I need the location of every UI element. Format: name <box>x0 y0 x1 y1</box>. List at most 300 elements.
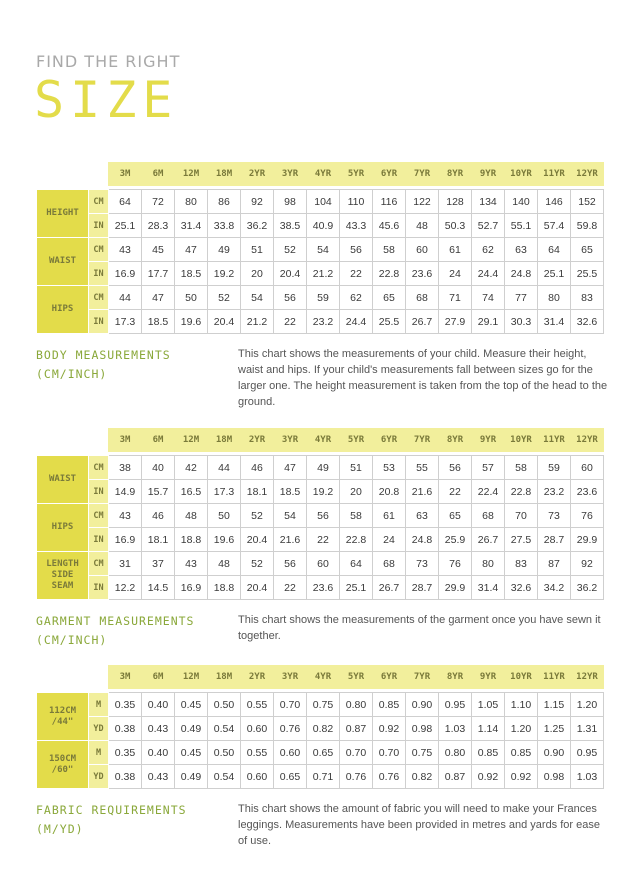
table-cell: 76 <box>439 552 472 576</box>
table-cell: 15.7 <box>142 480 175 504</box>
table-cell: 37 <box>142 552 175 576</box>
table-cell: 22 <box>274 310 307 334</box>
table-cell: 76 <box>571 504 604 528</box>
table-cell: 0.45 <box>175 741 208 765</box>
table-cell: 29.9 <box>439 576 472 600</box>
table-cell: 23.6 <box>571 480 604 504</box>
table-cell: 134 <box>472 190 505 214</box>
table-cell: 54 <box>274 504 307 528</box>
table-cell: 0.38 <box>109 717 142 741</box>
size-header-cell: 8YR <box>439 429 472 452</box>
unit-label: IN <box>89 576 109 600</box>
table-cell: 0.40 <box>142 693 175 717</box>
table-cell: 0.87 <box>340 717 373 741</box>
unit-label: CM <box>89 456 109 480</box>
table-cell: 56 <box>439 456 472 480</box>
table-cell: 20.8 <box>373 480 406 504</box>
table-cell: 31 <box>109 552 142 576</box>
table-cell: 92 <box>571 552 604 576</box>
table-cell: 0.85 <box>373 693 406 717</box>
table-cell: 0.98 <box>406 717 439 741</box>
table-row <box>37 262 604 286</box>
row-group-label-line: WAIST <box>48 474 77 484</box>
table-cell: 30.3 <box>505 310 538 334</box>
table-cell: 22 <box>307 528 340 552</box>
table-cell: 60 <box>406 238 439 262</box>
size-header-cell: 6M <box>142 163 175 186</box>
size-table <box>36 665 604 789</box>
row-group-label <box>37 286 89 334</box>
size-table <box>36 162 604 334</box>
table-cell: 58 <box>340 504 373 528</box>
unit-label: CM <box>89 238 109 262</box>
table-cell: 1.15 <box>538 693 571 717</box>
table-cell: 110 <box>340 190 373 214</box>
size-header-cell: 12YR <box>571 429 604 452</box>
table-row <box>37 504 604 528</box>
table-cell: 0.55 <box>241 741 274 765</box>
size-header-cell: 10YR <box>505 429 538 452</box>
table-cell: 26.7 <box>472 528 505 552</box>
table-row <box>37 238 604 262</box>
table-cell: 0.40 <box>142 741 175 765</box>
table-cell: 0.54 <box>208 765 241 789</box>
table-cell: 18.8 <box>175 528 208 552</box>
table-cell: 51 <box>241 238 274 262</box>
table-cell: 71 <box>439 286 472 310</box>
table-cell: 0.49 <box>175 765 208 789</box>
page-title: SIZE <box>34 71 179 129</box>
table-cell: 14.5 <box>142 576 175 600</box>
table-cell: 60 <box>571 456 604 480</box>
table-cell: 0.70 <box>373 741 406 765</box>
table-cell: 0.35 <box>109 741 142 765</box>
table-cell: 18.5 <box>274 480 307 504</box>
caption-line: (M/YD) <box>36 822 84 836</box>
table-cell: 54 <box>307 238 340 262</box>
table-cell: 152 <box>571 190 604 214</box>
table-cell: 31.4 <box>175 214 208 238</box>
table-row <box>37 741 604 765</box>
table-cell: 31.4 <box>472 576 505 600</box>
table-cell: 25.5 <box>373 310 406 334</box>
row-group-label-line: 150CM <box>48 753 77 764</box>
table-cell: 0.35 <box>109 693 142 717</box>
table-cell: 55.1 <box>505 214 538 238</box>
table-cell: 61 <box>373 504 406 528</box>
table-cell: 20 <box>241 262 274 286</box>
table-cell: 21.6 <box>406 480 439 504</box>
table-cell: 24 <box>439 262 472 286</box>
unit-label: CM <box>89 552 109 576</box>
table-caption <box>36 346 171 384</box>
size-header-cell: 12YR <box>571 163 604 186</box>
size-header-cell: 2YR <box>241 163 274 186</box>
table-cell: 0.92 <box>472 765 505 789</box>
table-cell: 45 <box>142 238 175 262</box>
table-cell: 28.7 <box>406 576 439 600</box>
table-cell: 44 <box>109 286 142 310</box>
table-cell: 43 <box>109 238 142 262</box>
row-group-label-line: LENGTH <box>46 559 79 569</box>
table-cell: 122 <box>406 190 439 214</box>
table-cell: 0.75 <box>406 741 439 765</box>
table-cell: 47 <box>274 456 307 480</box>
table-cell: 25.5 <box>571 262 604 286</box>
table-cell: 0.50 <box>208 693 241 717</box>
size-header-row <box>37 163 604 186</box>
size-header-cell: 6YR <box>373 163 406 186</box>
unit-label: IN <box>89 480 109 504</box>
size-header-cell: 8YR <box>439 666 472 689</box>
table-cell: 17.3 <box>208 480 241 504</box>
table-cell: 18.1 <box>241 480 274 504</box>
table-cell: 52 <box>274 238 307 262</box>
table-cell: 64 <box>109 190 142 214</box>
size-header-cell: 7YR <box>406 666 439 689</box>
row-group-label-line: HIPS <box>51 304 74 314</box>
table-cell: 0.45 <box>175 693 208 717</box>
size-header-cell: 18M <box>208 163 241 186</box>
table-caption <box>36 801 187 839</box>
table-cell: 0.82 <box>307 717 340 741</box>
table-cell: 38.5 <box>274 214 307 238</box>
size-header-cell: 5YR <box>340 666 373 689</box>
table-cell: 0.38 <box>109 765 142 789</box>
table-cell: 0.85 <box>505 741 538 765</box>
table-cell: 45.6 <box>373 214 406 238</box>
row-group-label <box>37 504 89 552</box>
table-cell: 72 <box>142 190 175 214</box>
table-cell: 64 <box>340 552 373 576</box>
table-cell: 65 <box>373 286 406 310</box>
table-cell: 1.31 <box>571 717 604 741</box>
table-cell: 0.50 <box>208 741 241 765</box>
table-cell: 0.55 <box>241 693 274 717</box>
table-cell: 0.95 <box>571 741 604 765</box>
table-cell: 27.5 <box>505 528 538 552</box>
size-header-cell: 5YR <box>340 429 373 452</box>
table-cell: 36.2 <box>241 214 274 238</box>
table-cell: 52 <box>241 552 274 576</box>
unit-label: YD <box>89 765 109 789</box>
size-header-cell: 2YR <box>241 666 274 689</box>
table-cell: 12.2 <box>109 576 142 600</box>
size-header-cell: 18M <box>208 429 241 452</box>
size-header-cell: 8YR <box>439 163 472 186</box>
table-cell: 0.49 <box>175 717 208 741</box>
table-cell: 48 <box>406 214 439 238</box>
size-header-cell: 10YR <box>505 666 538 689</box>
table-cell: 25.1 <box>340 576 373 600</box>
caption-line: FABRIC REQUIREMENTS <box>36 803 187 817</box>
table-cell: 23.6 <box>307 576 340 600</box>
table-cell: 23.6 <box>406 262 439 286</box>
table-cell: 22 <box>274 576 307 600</box>
table-cell: 1.10 <box>505 693 538 717</box>
table-cell: 19.2 <box>307 480 340 504</box>
size-header-cell: 4YR <box>307 163 340 186</box>
table-cell: 52 <box>208 286 241 310</box>
table-cell: 47 <box>142 286 175 310</box>
table-cell: 47 <box>175 238 208 262</box>
table-cell: 50 <box>208 504 241 528</box>
table-cell: 20 <box>340 480 373 504</box>
table-cell: 38 <box>109 456 142 480</box>
table-cell: 16.9 <box>109 262 142 286</box>
size-header-cell: 11YR <box>538 429 571 452</box>
table-cell: 0.54 <box>208 717 241 741</box>
table-cell: 26.7 <box>406 310 439 334</box>
table-cell: 20.4 <box>241 576 274 600</box>
table-cell: 0.76 <box>274 717 307 741</box>
table-cell: 17.3 <box>109 310 142 334</box>
table-cell: 18.5 <box>175 262 208 286</box>
table-row <box>37 286 604 310</box>
table-row <box>37 765 604 789</box>
table-cell: 36.2 <box>571 576 604 600</box>
table-cell: 140 <box>505 190 538 214</box>
row-group-label-line: SEAM <box>51 581 74 591</box>
size-header-cell: 6M <box>142 429 175 452</box>
table-row <box>37 190 604 214</box>
table-cell: 0.71 <box>307 765 340 789</box>
table-cell: 1.05 <box>472 693 505 717</box>
table-description: This chart shows the measurements of the garment once you have sewn it together. <box>238 614 601 642</box>
table-cell: 16.9 <box>109 528 142 552</box>
size-header-cell: 7YR <box>406 163 439 186</box>
size-header-cell: 4YR <box>307 666 340 689</box>
table-cell: 26.7 <box>373 576 406 600</box>
caption-line: BODY MEASUREMENTS <box>36 348 171 362</box>
table-cell: 63 <box>406 504 439 528</box>
row-group-label <box>37 456 89 504</box>
table-row <box>37 456 604 480</box>
table-cell: 21.2 <box>241 310 274 334</box>
table-description: This chart shows the measurements of your child. Measure their height, waist and hips. If your child's measurements fall between sizes go for the larger one. The height measurement is taken from the top of the head to the ground. <box>238 348 608 408</box>
table-cell: 0.60 <box>241 717 274 741</box>
size-header-cell: 7YR <box>406 429 439 452</box>
table-cell: 59 <box>307 286 340 310</box>
table-cell: 0.60 <box>274 741 307 765</box>
table-cell: 31.4 <box>538 310 571 334</box>
unit-label: CM <box>89 190 109 214</box>
caption-line: GARMENT MEASUREMENTS <box>36 614 195 628</box>
size-header-cell: 12M <box>175 666 208 689</box>
table-cell: 0.70 <box>340 741 373 765</box>
unit-label: IN <box>89 262 109 286</box>
table-cell: 22 <box>439 480 472 504</box>
size-header-cell: 4YR <box>307 429 340 452</box>
table-description: This chart shows the amount of fabric you will need to make your Frances leggings. Measurements have been provided in metres and yards for ease of use. <box>238 803 600 847</box>
row-group-label-line: SIDE <box>51 570 74 580</box>
table-cell: 19.6 <box>208 528 241 552</box>
table-cell: 0.60 <box>241 765 274 789</box>
table-cell: 23.2 <box>538 480 571 504</box>
table-cell: 46 <box>142 504 175 528</box>
table-cell: 16.5 <box>175 480 208 504</box>
table-cell: 29.9 <box>571 528 604 552</box>
unit-label: IN <box>89 310 109 334</box>
table-cell: 56 <box>307 504 340 528</box>
unit-label: M <box>89 741 109 765</box>
table-cell: 56 <box>340 238 373 262</box>
table-cell: 86 <box>208 190 241 214</box>
row-group-label-line: 112CM <box>48 705 77 716</box>
table-cell: 1.25 <box>538 717 571 741</box>
table-caption <box>36 612 194 650</box>
table-cell: 58 <box>505 456 538 480</box>
table-cell: 43 <box>175 552 208 576</box>
row-group-label <box>37 238 89 286</box>
table-cell: 19.6 <box>175 310 208 334</box>
table-cell: 27.9 <box>439 310 472 334</box>
table-row <box>37 693 604 717</box>
table-cell: 73 <box>538 504 571 528</box>
corner-cell <box>37 666 109 689</box>
table-cell: 32.6 <box>505 576 538 600</box>
table-row <box>37 214 604 238</box>
row-group-label <box>37 190 89 238</box>
table-cell: 46 <box>241 456 274 480</box>
size-header-cell: 12M <box>175 163 208 186</box>
table-cell: 59 <box>538 456 571 480</box>
unit-label: IN <box>89 528 109 552</box>
table-cell: 24.8 <box>406 528 439 552</box>
table-cell: 25.9 <box>439 528 472 552</box>
size-header-row <box>37 666 604 689</box>
table-cell: 73 <box>406 552 439 576</box>
size-header-cell: 10YR <box>505 163 538 186</box>
row-group-label <box>37 741 89 789</box>
table-cell: 57 <box>472 456 505 480</box>
table-row <box>37 576 604 600</box>
table-cell: 68 <box>472 504 505 528</box>
unit-label: M <box>89 693 109 717</box>
table-cell: 20.4 <box>241 528 274 552</box>
table-cell: 16.9 <box>175 576 208 600</box>
size-header-cell: 6YR <box>373 429 406 452</box>
size-header-cell: 12M <box>175 429 208 452</box>
table-cell: 21.6 <box>274 528 307 552</box>
table-cell: 62 <box>340 286 373 310</box>
table-cell: 56 <box>274 286 307 310</box>
table-cell: 22.8 <box>340 528 373 552</box>
table-cell: 98 <box>274 190 307 214</box>
table-cell: 62 <box>472 238 505 262</box>
size-header-cell: 3YR <box>274 163 307 186</box>
table-cell: 32.6 <box>571 310 604 334</box>
corner-cell <box>37 163 109 186</box>
table-cell: 92 <box>241 190 274 214</box>
table-cell: 40.9 <box>307 214 340 238</box>
table-cell: 28.3 <box>142 214 175 238</box>
table-cell: 49 <box>307 456 340 480</box>
size-header-cell: 3M <box>109 163 142 186</box>
table-cell: 146 <box>538 190 571 214</box>
table-cell: 0.92 <box>373 717 406 741</box>
table-cell: 0.90 <box>406 693 439 717</box>
table-cell: 22 <box>340 262 373 286</box>
table-cell: 48 <box>208 552 241 576</box>
table-cell: 0.82 <box>406 765 439 789</box>
table-cell: 52 <box>241 504 274 528</box>
table-cell: 44 <box>208 456 241 480</box>
table-cell: 19.2 <box>208 262 241 286</box>
size-header-cell: 12YR <box>571 666 604 689</box>
table-cell: 42 <box>175 456 208 480</box>
table-cell: 0.65 <box>274 765 307 789</box>
row-group-label-line: /60" <box>51 764 74 775</box>
size-header-cell: 3M <box>109 666 142 689</box>
table-cell: 77 <box>505 286 538 310</box>
size-header-cell: 11YR <box>538 666 571 689</box>
size-header-cell: 6M <box>142 666 175 689</box>
table-cell: 0.76 <box>373 765 406 789</box>
size-header-cell: 3M <box>109 429 142 452</box>
table-cell: 63 <box>505 238 538 262</box>
table-cell: 34.2 <box>538 576 571 600</box>
table-cell: 25.1 <box>109 214 142 238</box>
table-cell: 0.65 <box>307 741 340 765</box>
table-cell: 33.8 <box>208 214 241 238</box>
table-cell: 0.95 <box>439 693 472 717</box>
table-cell: 0.75 <box>307 693 340 717</box>
table-row <box>37 552 604 576</box>
table-cell: 1.03 <box>571 765 604 789</box>
table-cell: 24.4 <box>340 310 373 334</box>
table-cell: 64 <box>538 238 571 262</box>
unit-label: IN <box>89 214 109 238</box>
size-header-cell: 6YR <box>373 666 406 689</box>
table-cell: 1.03 <box>439 717 472 741</box>
table-cell: 0.90 <box>538 741 571 765</box>
row-group-label <box>37 693 89 741</box>
table-cell: 65 <box>571 238 604 262</box>
table-cell: 74 <box>472 286 505 310</box>
row-group-label-line: HIPS <box>51 522 74 532</box>
table-cell: 43 <box>109 504 142 528</box>
table-cell: 23.2 <box>307 310 340 334</box>
table-cell: 28.7 <box>538 528 571 552</box>
table-cell: 128 <box>439 190 472 214</box>
table-cell: 20.4 <box>208 310 241 334</box>
size-header-cell: 11YR <box>538 163 571 186</box>
table-cell: 0.98 <box>538 765 571 789</box>
size-header-cell: 18M <box>208 666 241 689</box>
table-cell: 0.43 <box>142 717 175 741</box>
table-cell: 83 <box>571 286 604 310</box>
size-header-row <box>37 429 604 452</box>
table-cell: 0.80 <box>340 693 373 717</box>
table-cell: 56 <box>274 552 307 576</box>
table-cell: 57.4 <box>538 214 571 238</box>
row-group-label <box>37 552 89 600</box>
table-cell: 68 <box>406 286 439 310</box>
size-header-cell: 3YR <box>274 429 307 452</box>
table-cell: 1.20 <box>505 717 538 741</box>
table-row <box>37 717 604 741</box>
caption-line: (CM/INCH) <box>36 633 108 647</box>
table-cell: 80 <box>472 552 505 576</box>
table-cell: 1.14 <box>472 717 505 741</box>
table-cell: 22.8 <box>373 262 406 286</box>
size-header-cell: 9YR <box>472 163 505 186</box>
table-cell: 40 <box>142 456 175 480</box>
caption-line: (CM/INCH) <box>36 367 108 381</box>
table-cell: 18.1 <box>142 528 175 552</box>
table-row <box>37 310 604 334</box>
